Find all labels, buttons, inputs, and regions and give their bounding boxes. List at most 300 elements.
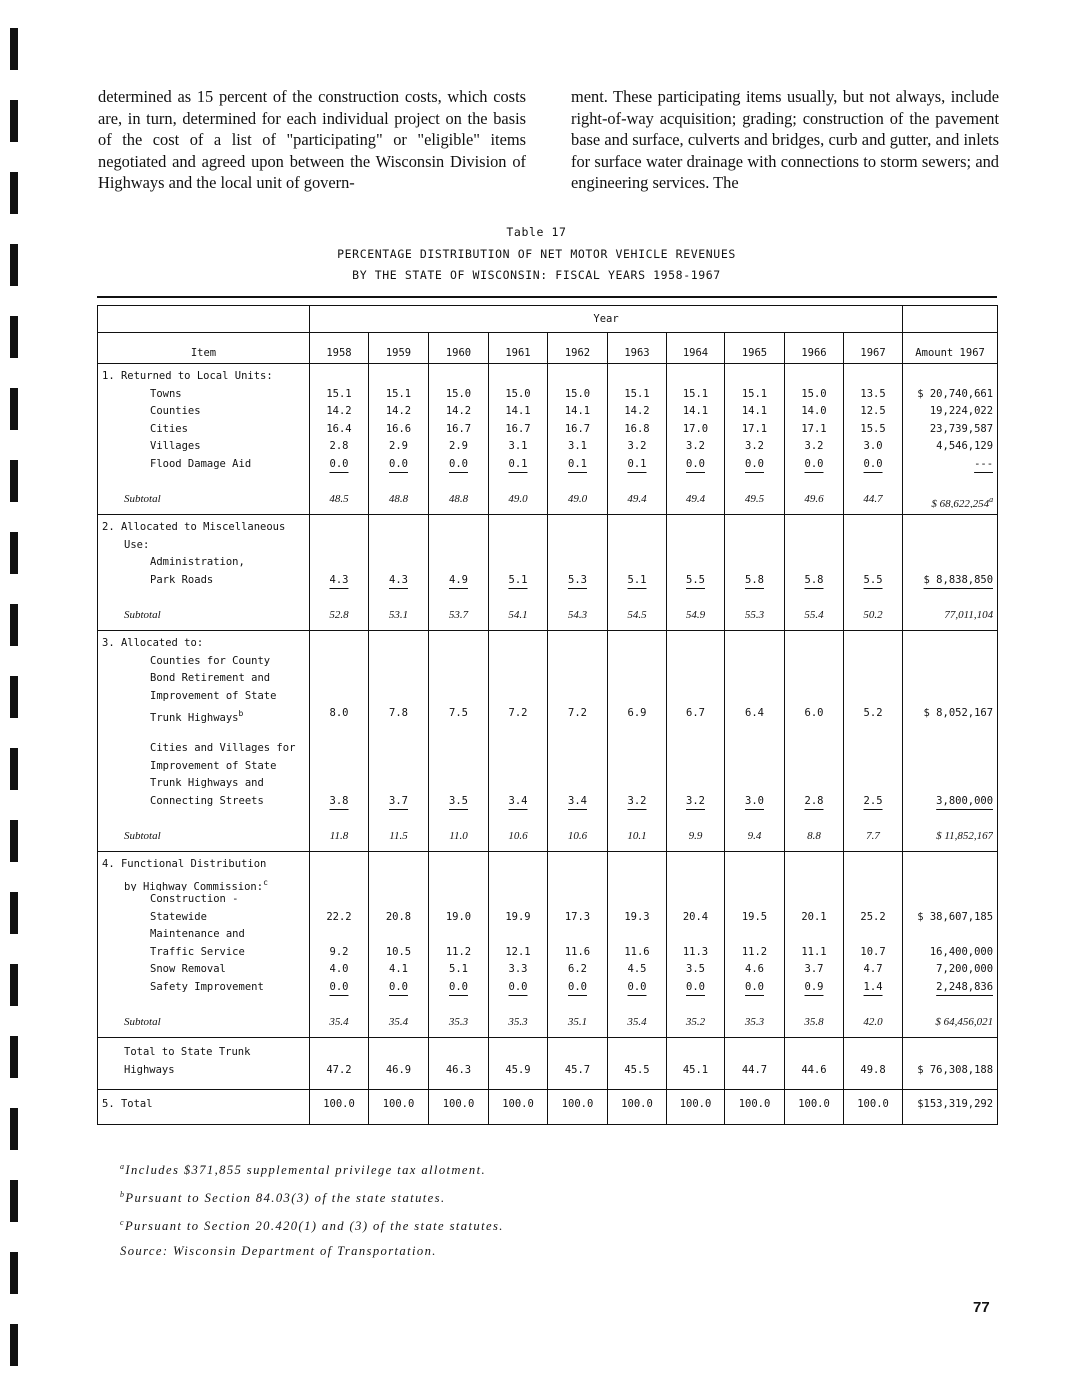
percent-value bbox=[552, 758, 603, 776]
percent-value bbox=[493, 537, 543, 555]
footnote-text: Pursuant to Section 84.03(3) of the state statutes. bbox=[125, 1191, 446, 1205]
percent-value bbox=[612, 740, 662, 758]
percent-value bbox=[789, 1044, 839, 1062]
percent-value: 11.6 bbox=[564, 945, 591, 958]
percent-value bbox=[729, 874, 780, 892]
value-cell bbox=[667, 852, 725, 1038]
percent-value bbox=[433, 554, 484, 572]
item-label bbox=[102, 368, 305, 386]
percent-value bbox=[373, 996, 424, 1014]
percent-value bbox=[671, 891, 720, 909]
amount-value bbox=[907, 572, 993, 590]
item-label bbox=[102, 828, 305, 846]
percent-value bbox=[552, 891, 603, 909]
percent-value: 17.3 bbox=[564, 910, 591, 923]
percent-value: 35.8 bbox=[804, 1015, 824, 1028]
percent-value bbox=[433, 996, 484, 1014]
percent-value: 15.0 bbox=[445, 387, 472, 400]
percent-value: 35.1 bbox=[567, 1015, 588, 1028]
item-label bbox=[102, 403, 305, 421]
binding-mark bbox=[10, 172, 18, 214]
percent-value bbox=[789, 368, 839, 386]
percent-value bbox=[671, 723, 720, 741]
percent-value: 46.3 bbox=[445, 1063, 472, 1076]
amount-text: $ 38,607,185 bbox=[917, 910, 994, 923]
amount-value bbox=[907, 891, 993, 909]
percent-value: 0.0 bbox=[745, 980, 764, 993]
item-text: Construction - bbox=[150, 893, 239, 905]
percent-value bbox=[671, 519, 720, 537]
binding-mark bbox=[10, 1252, 18, 1294]
percent-value: 15.1 bbox=[741, 387, 768, 400]
percent-value bbox=[789, 670, 839, 688]
item-text: Flood Damage Aid bbox=[150, 457, 252, 470]
item-label bbox=[102, 688, 305, 706]
binding-mark bbox=[10, 1036, 18, 1078]
percent-value bbox=[612, 670, 662, 688]
percent-value: 3.3 bbox=[508, 963, 528, 975]
percent-value bbox=[671, 810, 720, 828]
amount-text: --- bbox=[974, 457, 994, 470]
amount-value bbox=[907, 537, 993, 555]
amount-value bbox=[907, 944, 993, 962]
year-column-header: 1961 bbox=[489, 333, 548, 364]
percent-value: 3.4 bbox=[568, 794, 587, 807]
percent-value: 14.1 bbox=[564, 405, 591, 417]
percent-value: 35.4 bbox=[627, 1015, 647, 1028]
value-cell bbox=[369, 515, 429, 631]
percent-value bbox=[612, 473, 662, 491]
percent-value bbox=[729, 537, 780, 555]
percent-value: 14.2 bbox=[445, 405, 472, 417]
percent-value bbox=[612, 996, 662, 1014]
percent-value: 15.1 bbox=[624, 387, 650, 400]
item-label bbox=[102, 944, 305, 962]
value-cell bbox=[429, 631, 489, 852]
percent-value: 52.8 bbox=[329, 608, 349, 621]
percent-value: 54.5 bbox=[627, 608, 647, 621]
item-cell bbox=[98, 1038, 310, 1090]
percent-value: 49.5 bbox=[744, 492, 765, 505]
percent-value: 3.2 bbox=[686, 794, 705, 807]
percent-value bbox=[789, 688, 839, 706]
item-label bbox=[102, 670, 305, 688]
percent-value: 11.2 bbox=[445, 945, 472, 958]
percent-value bbox=[433, 758, 484, 776]
percent-value bbox=[433, 740, 484, 758]
item-text: Bond Retirement and bbox=[150, 672, 271, 684]
value-cell bbox=[548, 1038, 608, 1090]
item-label bbox=[102, 386, 305, 404]
percent-value bbox=[729, 589, 780, 607]
value-cell bbox=[667, 364, 725, 515]
item-label bbox=[102, 723, 305, 741]
year-column-header: 1960 bbox=[429, 333, 489, 364]
percent-value: 3.5 bbox=[449, 794, 468, 807]
percent-value bbox=[433, 537, 484, 555]
value-cell bbox=[667, 515, 725, 631]
value-cell bbox=[548, 852, 608, 1038]
binding-mark bbox=[10, 100, 18, 142]
percent-value: 0.9 bbox=[804, 980, 824, 993]
percent-value bbox=[848, 723, 898, 741]
percent-value: 3.2 bbox=[686, 440, 705, 452]
footnotes bbox=[120, 1153, 504, 1265]
amount-text: $ 76,308,188 bbox=[917, 1063, 994, 1076]
item-text: Counties bbox=[150, 405, 201, 417]
percent-value: 0.0 bbox=[389, 457, 408, 470]
percent-value bbox=[552, 856, 603, 874]
amount-value bbox=[907, 1014, 993, 1032]
binding-mark bbox=[10, 28, 18, 70]
percent-value bbox=[552, 554, 603, 572]
percent-value: 7.2 bbox=[508, 707, 528, 719]
percent-value bbox=[373, 758, 424, 776]
percent-value bbox=[314, 537, 364, 555]
percent-value bbox=[729, 740, 780, 758]
item-text: Total to State Trunk bbox=[124, 1046, 251, 1058]
amount-text: $ 11,852,167 bbox=[936, 829, 994, 842]
percent-value: 44.7 bbox=[741, 1063, 768, 1076]
value-cell bbox=[548, 1090, 608, 1125]
percent-value: 2.5 bbox=[863, 794, 883, 807]
percent-value bbox=[789, 926, 839, 944]
item-label bbox=[102, 473, 305, 491]
item-label bbox=[102, 653, 305, 671]
percent-value: 0.0 bbox=[686, 980, 705, 993]
table-top-rule bbox=[97, 296, 997, 298]
percent-value: 3.0 bbox=[863, 440, 883, 452]
percent-value bbox=[433, 653, 484, 671]
percent-value bbox=[848, 1044, 898, 1062]
percent-value bbox=[789, 740, 839, 758]
percent-value bbox=[848, 368, 898, 386]
percent-value bbox=[433, 670, 484, 688]
percent-value: 0.0 bbox=[863, 457, 883, 470]
revenue-distribution-table bbox=[97, 305, 998, 1125]
percent-value: 35.3 bbox=[744, 1015, 765, 1028]
percent-value bbox=[789, 891, 839, 909]
item-label bbox=[102, 635, 305, 653]
amount-value bbox=[907, 909, 993, 927]
percent-value: 49.0 bbox=[508, 492, 528, 505]
percent-value bbox=[493, 891, 543, 909]
percent-value: 100.0 bbox=[798, 1098, 830, 1110]
amount-value bbox=[907, 519, 993, 537]
percent-value bbox=[493, 926, 543, 944]
value-cell bbox=[310, 1090, 369, 1125]
percent-value bbox=[612, 856, 662, 874]
percent-value: 20.8 bbox=[385, 910, 412, 923]
percent-value bbox=[612, 810, 662, 828]
percent-value bbox=[493, 688, 543, 706]
percent-value: 48.8 bbox=[388, 492, 409, 505]
percent-value bbox=[493, 635, 543, 653]
percent-value: 7.8 bbox=[389, 707, 408, 719]
percent-value bbox=[493, 758, 543, 776]
value-cell bbox=[667, 631, 725, 852]
amount-value bbox=[907, 421, 993, 439]
footnote-text: Includes $371,855 supplemental privilege tax allotment. bbox=[125, 1163, 487, 1177]
item-label bbox=[102, 554, 305, 572]
item-cell bbox=[98, 364, 310, 515]
percent-value: 35.2 bbox=[685, 1015, 706, 1028]
percent-value bbox=[848, 856, 898, 874]
table-title-line-2: BY THE STATE OF WISCONSIN: FISCAL YEARS 1958-1967 bbox=[352, 268, 721, 282]
percent-value bbox=[729, 926, 780, 944]
percent-value bbox=[612, 891, 662, 909]
percent-value bbox=[314, 688, 364, 706]
item-text: Subtotal bbox=[124, 608, 161, 621]
percent-value bbox=[433, 810, 484, 828]
item-label bbox=[102, 456, 305, 474]
percent-value bbox=[729, 635, 780, 653]
percent-value: 100.0 bbox=[738, 1098, 771, 1110]
percent-value: 54.3 bbox=[567, 608, 588, 621]
percent-value bbox=[552, 688, 603, 706]
percent-value bbox=[373, 653, 424, 671]
percent-value: 100.0 bbox=[382, 1098, 415, 1110]
item-text: 3. Allocated to: bbox=[102, 637, 204, 649]
percent-value bbox=[729, 519, 780, 537]
percent-value bbox=[789, 589, 839, 607]
item-header-spacer bbox=[98, 306, 310, 333]
percent-value bbox=[433, 723, 484, 741]
value-cell bbox=[608, 631, 667, 852]
percent-value: 53.1 bbox=[388, 608, 409, 621]
percent-value bbox=[848, 810, 898, 828]
percent-value: 55.3 bbox=[744, 608, 765, 621]
percent-value: 48.5 bbox=[329, 492, 349, 505]
percent-value bbox=[433, 688, 484, 706]
value-cell bbox=[310, 364, 369, 515]
amount-text: 7,200,000 bbox=[936, 963, 994, 975]
percent-value: 13.5 bbox=[860, 387, 886, 400]
binding-mark bbox=[10, 532, 18, 574]
percent-value bbox=[314, 810, 364, 828]
item-text: Snow Removal bbox=[150, 963, 226, 975]
percent-value: 15.0 bbox=[801, 387, 827, 400]
value-cell bbox=[310, 631, 369, 852]
percent-value bbox=[848, 775, 898, 793]
amount-text: 4,546,129 bbox=[936, 440, 994, 452]
amount-value bbox=[907, 775, 993, 793]
percent-value bbox=[493, 996, 543, 1014]
page-number: 77 bbox=[973, 1299, 990, 1316]
amount-value bbox=[907, 740, 993, 758]
percent-value: 5.2 bbox=[863, 707, 883, 719]
binding-marks bbox=[10, 0, 18, 1380]
percent-value: 0.1 bbox=[627, 457, 647, 470]
value-cell bbox=[785, 515, 844, 631]
value-cell bbox=[489, 1090, 548, 1125]
value-cell bbox=[369, 852, 429, 1038]
value-cell bbox=[489, 515, 548, 631]
percent-value bbox=[729, 653, 780, 671]
value-cell bbox=[489, 852, 548, 1038]
percent-value: 5.3 bbox=[568, 573, 587, 586]
binding-mark bbox=[10, 676, 18, 718]
percent-value bbox=[493, 670, 543, 688]
body-text-left-column bbox=[98, 86, 526, 194]
percent-value bbox=[373, 589, 424, 607]
percent-value: 0.0 bbox=[508, 980, 528, 993]
percent-value: 8.8 bbox=[807, 829, 821, 842]
percent-value bbox=[671, 996, 720, 1014]
percent-value: 19.5 bbox=[741, 910, 768, 923]
item-label bbox=[102, 607, 305, 625]
item-label bbox=[102, 810, 305, 828]
percent-value bbox=[612, 775, 662, 793]
percent-value bbox=[671, 856, 720, 874]
amount-cell bbox=[903, 631, 998, 852]
percent-value: 44.6 bbox=[801, 1063, 827, 1076]
amount-value bbox=[907, 758, 993, 776]
percent-value bbox=[789, 874, 839, 892]
item-label bbox=[102, 961, 305, 979]
value-cell bbox=[844, 631, 903, 852]
percent-value: 11.2 bbox=[741, 945, 768, 958]
item-text: Park Roads bbox=[150, 573, 214, 586]
percent-value bbox=[671, 1044, 720, 1062]
percent-value bbox=[314, 589, 364, 607]
percent-value bbox=[314, 723, 364, 741]
item-label bbox=[102, 705, 305, 723]
percent-value bbox=[552, 1044, 603, 1062]
percent-value: 4.0 bbox=[329, 963, 349, 975]
percent-value bbox=[789, 758, 839, 776]
percent-value: 45.1 bbox=[682, 1063, 709, 1076]
percent-value bbox=[848, 519, 898, 537]
percent-value bbox=[552, 537, 603, 555]
amount-header-spacer bbox=[903, 306, 998, 333]
amount-value bbox=[907, 979, 993, 997]
amount-value bbox=[907, 589, 993, 607]
percent-value: 14.2 bbox=[385, 405, 412, 417]
column-headers-row bbox=[98, 333, 998, 364]
binding-mark bbox=[10, 604, 18, 646]
percent-value bbox=[729, 368, 780, 386]
percent-value bbox=[729, 554, 780, 572]
item-text: Maintenance and bbox=[150, 928, 245, 940]
item-text: Villages bbox=[150, 440, 201, 452]
percent-value: 7.5 bbox=[449, 707, 468, 719]
percent-value: 10.1 bbox=[627, 829, 647, 842]
percent-value bbox=[612, 519, 662, 537]
percent-value bbox=[552, 740, 603, 758]
percent-value bbox=[729, 996, 780, 1014]
binding-mark bbox=[10, 388, 18, 430]
item-text: Improvement of State bbox=[150, 689, 277, 702]
amount-cell bbox=[903, 515, 998, 631]
percent-value: 8.0 bbox=[329, 707, 349, 719]
item-text: Subtotal bbox=[124, 1015, 161, 1028]
amount-value bbox=[907, 961, 993, 979]
footnote bbox=[120, 1209, 504, 1237]
value-cell bbox=[785, 1038, 844, 1090]
percent-value bbox=[848, 758, 898, 776]
year-header: Year bbox=[310, 306, 903, 333]
percent-value: 0.1 bbox=[508, 457, 528, 470]
item-text: Highways bbox=[124, 1063, 175, 1076]
item-label bbox=[102, 537, 305, 555]
percent-value bbox=[493, 653, 543, 671]
binding-mark bbox=[10, 748, 18, 790]
percent-value bbox=[373, 670, 424, 688]
item-text: Improvement of State bbox=[150, 759, 277, 772]
item-text: Towns bbox=[150, 387, 182, 400]
percent-value: 10.6 bbox=[567, 829, 588, 842]
item-label bbox=[102, 1014, 305, 1032]
item-cell bbox=[98, 515, 310, 631]
percent-value bbox=[789, 775, 839, 793]
value-cell bbox=[429, 1038, 489, 1090]
percent-value: 3.8 bbox=[329, 794, 349, 807]
percent-value: 14.1 bbox=[505, 405, 531, 417]
amount-value bbox=[907, 926, 993, 944]
item-label bbox=[102, 891, 305, 909]
percent-value: 6.9 bbox=[627, 707, 647, 719]
percent-value: 0.0 bbox=[804, 457, 824, 470]
percent-value: 45.9 bbox=[505, 1063, 531, 1076]
percent-value: 100.0 bbox=[621, 1098, 653, 1110]
percent-value bbox=[729, 723, 780, 741]
percent-value: 0.0 bbox=[568, 980, 587, 993]
percent-value bbox=[729, 670, 780, 688]
percent-value: 3.0 bbox=[745, 794, 764, 807]
percent-value: 46.9 bbox=[385, 1063, 412, 1076]
year-column-header: 1966 bbox=[785, 333, 844, 364]
percent-value bbox=[789, 856, 839, 874]
amount-value bbox=[907, 607, 993, 625]
value-cell bbox=[725, 1090, 785, 1125]
value-cell bbox=[369, 364, 429, 515]
percent-value: 14.1 bbox=[741, 405, 768, 417]
percent-value bbox=[612, 368, 662, 386]
percent-value bbox=[671, 368, 720, 386]
year-column-header: 1962 bbox=[548, 333, 608, 364]
percent-value bbox=[493, 554, 543, 572]
percent-value bbox=[373, 891, 424, 909]
body-paragraph-left: determined as 15 percent of the construction costs, which costs are, in turn, determined for each individual project on the basis of the cost of a list of "participating" or "eligible" items negotiated and agreed upon between the Wisconsin Division of Highways and the local unit of govern- bbox=[98, 87, 526, 192]
percent-value bbox=[612, 554, 662, 572]
year-column-header: 1963 bbox=[608, 333, 667, 364]
percent-value bbox=[671, 554, 720, 572]
value-cell bbox=[667, 1038, 725, 1090]
percent-value: 6.7 bbox=[686, 707, 705, 719]
percent-value: 4.3 bbox=[329, 573, 349, 586]
percent-value: 35.4 bbox=[329, 1015, 349, 1028]
value-cell bbox=[725, 1038, 785, 1090]
percent-value bbox=[552, 519, 603, 537]
binding-mark bbox=[10, 892, 18, 934]
item-label bbox=[102, 979, 305, 997]
percent-value bbox=[671, 670, 720, 688]
percent-value bbox=[848, 996, 898, 1014]
percent-value bbox=[552, 473, 603, 491]
percent-value bbox=[848, 926, 898, 944]
percent-value: 0.1 bbox=[568, 457, 587, 470]
percent-value: 45.7 bbox=[564, 1063, 591, 1076]
percent-value: 5.8 bbox=[804, 573, 824, 586]
value-cell bbox=[608, 1038, 667, 1090]
percent-value bbox=[493, 810, 543, 828]
percent-value: 4.1 bbox=[389, 963, 408, 975]
table-number: Table 17 bbox=[506, 225, 567, 239]
amount-text: 2,248,836 bbox=[936, 980, 994, 993]
item-label bbox=[102, 740, 305, 758]
percent-value: 4.6 bbox=[745, 963, 764, 975]
